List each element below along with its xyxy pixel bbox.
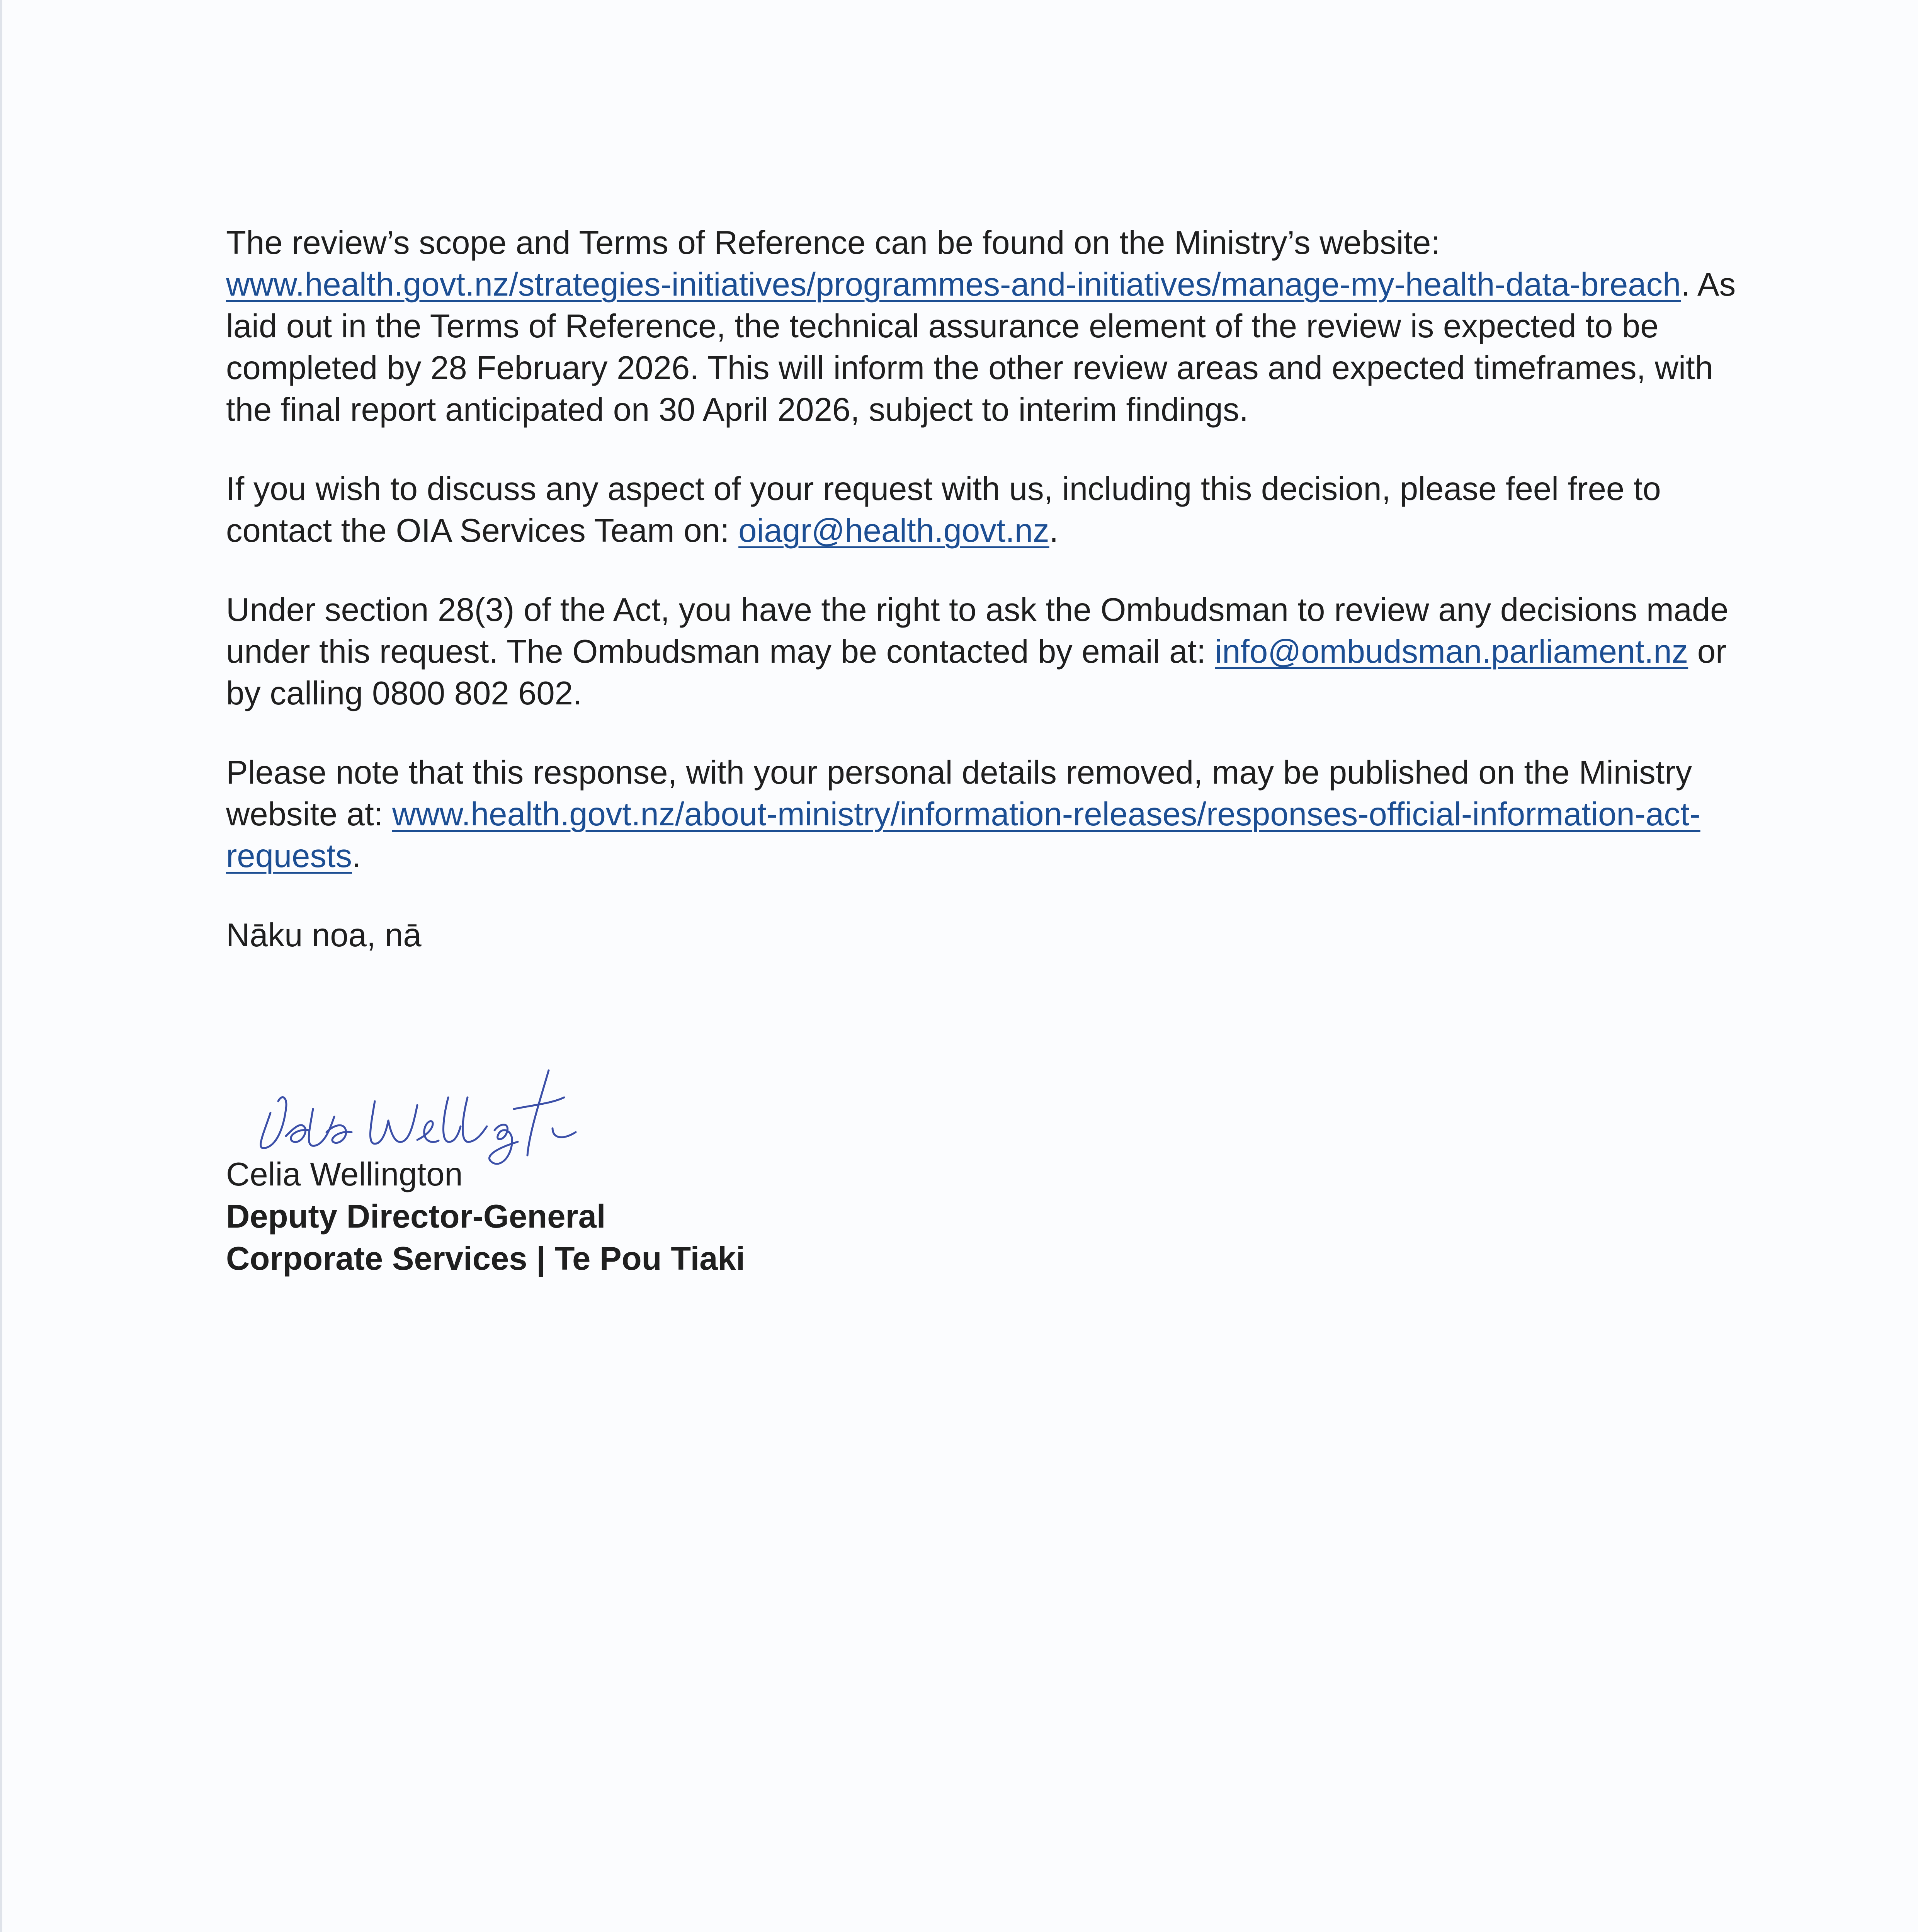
- paragraph-publication: Please note that this response, with your personal details removed, may be published on the Ministry website at: www.health.govt.nz/about-ministry/information-releases/responses-official-information-act-requests.: [226, 754, 1700, 874]
- paragraph-ombudsman: Under section 28(3) of the Act, you have the right to ask the Ombudsman to review any decisions made under this request. The Ombudsman may be contacted by email at: info@ombudsman.parliament.nz or by calling 0800 802 602.: [226, 592, 1729, 712]
- oia-responses-link[interactable]: www.health.govt.nz/about-ministry/information-releases/responses-official-information-act-requests: [226, 796, 1700, 874]
- page-edge: [0, 0, 2, 1932]
- signatory-unit: Corporate Services | Te Pou Tiaki: [226, 1240, 745, 1277]
- signature-block: [226, 1153, 745, 1280]
- signatory-name: Celia Wellington: [226, 1156, 463, 1193]
- ombudsman-email-link[interactable]: info@ombudsman.parliament.nz: [1215, 633, 1688, 670]
- paragraph-contact: If you wish to discuss any aspect of your request with us, including this decision, please feel free to contact the OIA Services Team on: oiagr@health.govt.nz.: [226, 471, 1661, 549]
- terms-of-reference-link[interactable]: www.health.govt.nz/strategies-initiatives/programmes-and-initiatives/manage-my-health-data-breach: [226, 266, 1681, 303]
- signatory-title: Deputy Director-General: [226, 1198, 606, 1235]
- letter-body: [226, 222, 1752, 994]
- sign-off: Nāku noa, nā: [226, 917, 422, 954]
- oia-email-link[interactable]: oiagr@health.govt.nz: [738, 512, 1049, 549]
- paragraph-review-scope: The review’s scope and Terms of Reference can be found on the Ministry’s website: www.health.govt.nz/strategies-initiatives/programmes-and-initiatives/manage-my-health-data-breach. As laid out in the Terms of Reference, the technical assurance element of the review is expected to be completed by 28 February 2026. This will inform the other review areas and expected timeframes, with the final report anticipated on 30 April 2026, subject to interim findings.: [226, 224, 1736, 428]
